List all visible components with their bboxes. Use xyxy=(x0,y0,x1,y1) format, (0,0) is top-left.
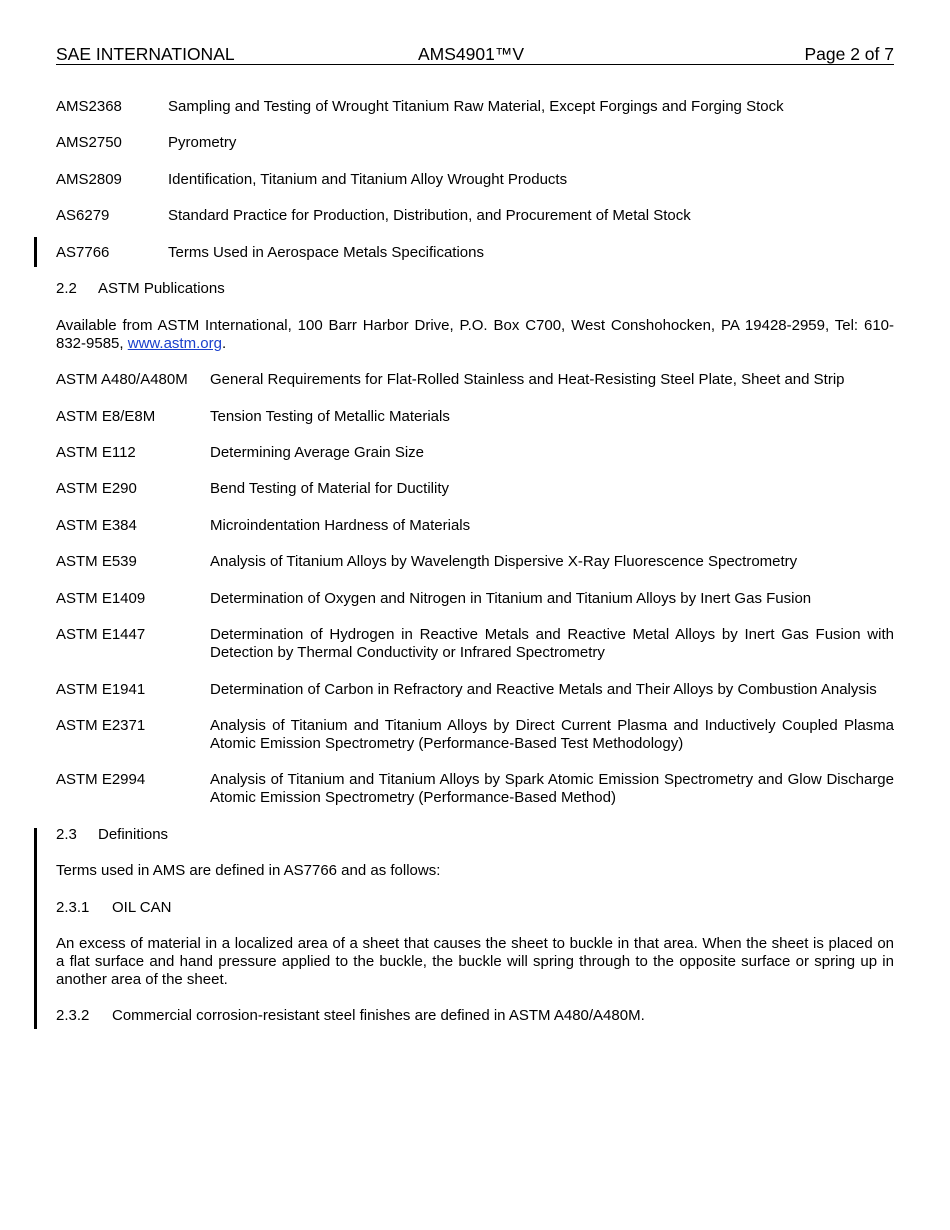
reference-code: AMS2750 xyxy=(56,134,122,151)
reference-title: General Requirements for Flat-Rolled Stainless and Heat-Resisting Steel Plate, Sheet and Strip xyxy=(210,371,845,388)
subsection-number: 2.3.1 xyxy=(56,899,90,916)
reference-code: AS6279 xyxy=(56,207,110,224)
section-number: 2.2 xyxy=(56,280,77,297)
reference-title: Determination of Hydrogen in Reactive Metals and Reactive Metal Alloys by Inert Gas Fusion with Detection by Thermal Conductivity or Infrared Spectrometry xyxy=(210,626,894,661)
reference-title: Determining Average Grain Size xyxy=(210,444,424,461)
reference-title: Terms Used in Aerospace Metals Specifications xyxy=(168,244,484,261)
reference-title: Standard Practice for Production, Distribution, and Procurement of Metal Stock xyxy=(168,207,691,224)
reference-title: Identification, Titanium and Titanium Alloy Wrought Products xyxy=(168,171,568,188)
reference-code: AMS2368 xyxy=(56,98,122,115)
availability-trailing: . xyxy=(221,335,227,352)
reference-code: ASTM E8/E8M xyxy=(56,408,156,425)
reference-code: ASTM E2371 xyxy=(56,717,146,734)
reference-code: AMS2809 xyxy=(56,171,122,188)
reference-title: Determination of Carbon in Refractory and Reactive Metals and Their Alloys by Combustion Analysis xyxy=(210,681,877,698)
reference-title: Bend Testing of Material for Ductility xyxy=(210,480,449,497)
definitions-intro: Terms used in AMS are defined in AS7766 and as follows: xyxy=(56,862,441,879)
reference-code: ASTM E1409 xyxy=(56,590,146,607)
oil-can-definition: An excess of material in a localized area of a sheet that causes the sheet to buckle in that area. When the sheet is placed on a flat surface and hand pressure applied to the buckle, the buckle will spring through to the opposite surface or spring up in another area of the sheet. xyxy=(56,935,894,988)
revision-change-bar xyxy=(34,828,37,1029)
reference-title: Microindentation Hardness of Materials xyxy=(210,517,471,534)
reference-code: ASTM A480/A480M xyxy=(56,371,188,388)
page-header xyxy=(56,44,894,65)
reference-code: ASTM E290 xyxy=(56,480,137,497)
header-page-number: Page 2 of 7 xyxy=(804,44,894,64)
subsection-number: 2.3.2 xyxy=(56,1007,90,1024)
reference-code: ASTM E2994 xyxy=(56,771,146,788)
reference-code: ASTM E1447 xyxy=(56,626,146,643)
astm-website-link[interactable]: www.astm.org xyxy=(127,335,222,352)
reference-code: ASTM E112 xyxy=(56,444,136,461)
reference-title: Determination of Oxygen and Nitrogen in Titanium and Titanium Alloys by Inert Gas Fusion xyxy=(210,590,812,607)
astm-availability-paragraph xyxy=(56,317,894,353)
revision-change-bar xyxy=(34,237,37,267)
subsection-title: OIL CAN xyxy=(112,899,172,916)
reference-code: ASTM E1941 xyxy=(56,681,146,698)
reference-code: ASTM E384 xyxy=(56,517,137,534)
header-doc-id: AMS4901™V xyxy=(418,44,525,64)
section-number: 2.3 xyxy=(56,826,77,843)
reference-code: ASTM E539 xyxy=(56,553,137,570)
reference-title: Analysis of Titanium Alloys by Wavelength Dispersive X-Ray Fluorescence Spectrometry xyxy=(210,553,798,570)
subsection-text: Commercial corrosion-resistant steel finishes are defined in ASTM A480/A480M. xyxy=(112,1007,645,1024)
reference-title: Analysis of Titanium and Titanium Alloys by Spark Atomic Emission Spectrometry and Glow Discharge Atomic Emission Spectrometry (Performance-Based Method) xyxy=(210,771,894,806)
reference-code: AS7766 xyxy=(56,244,110,261)
reference-title: Sampling and Testing of Wrought Titanium Raw Material, Except Forgings and Forging Stock xyxy=(168,98,784,115)
reference-title: Tension Testing of Metallic Materials xyxy=(210,408,450,425)
header-org: SAE INTERNATIONAL xyxy=(56,44,235,64)
reference-title: Pyrometry xyxy=(168,134,237,151)
availability-text: Available from ASTM International, 100 Barr Harbor Drive, P.O. Box C700, West Conshohocken, PA 19428-2959, Tel: 610-832-9585, xyxy=(56,317,894,352)
reference-title: Analysis of Titanium and Titanium Alloys by Direct Current Plasma and Inductively Coupled Plasma Atomic Emission Spectrometry (Performance-Based Test Methodology) xyxy=(210,717,894,752)
section-title: Definitions xyxy=(98,826,169,843)
section-title: ASTM Publications xyxy=(98,280,225,297)
